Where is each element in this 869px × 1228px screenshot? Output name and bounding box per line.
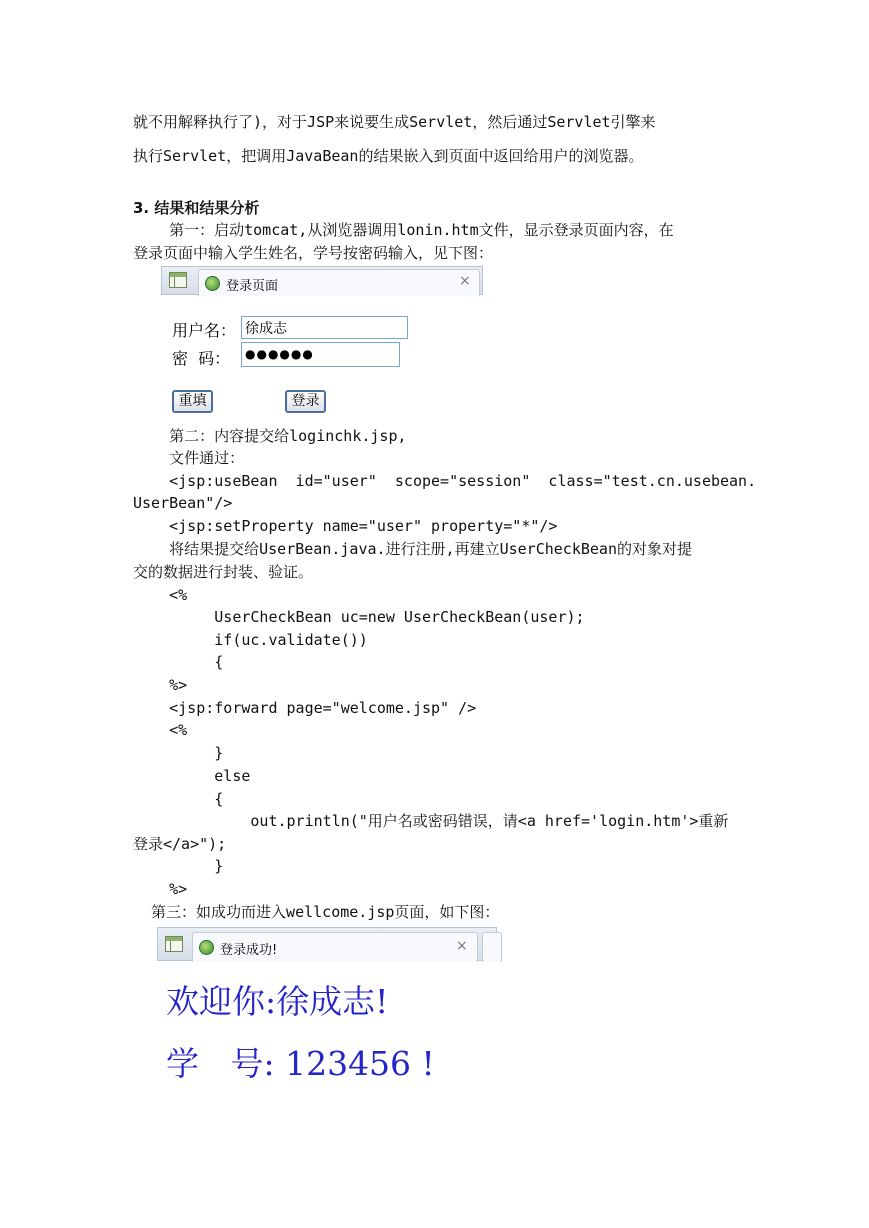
code-line: <jsp:forward page="welcome.jsp" /> xyxy=(133,699,477,717)
tab-login-success[interactable] xyxy=(192,932,478,962)
code-line: <jsp:setProperty name="user" property="*"/> xyxy=(133,517,558,535)
reset-button[interactable]: 重填 xyxy=(172,390,213,413)
code-line: { xyxy=(133,653,224,671)
password-input[interactable]: ●●●●●● xyxy=(241,342,400,367)
page-icon xyxy=(205,276,220,291)
code-line: UserBean"/> xyxy=(133,494,233,512)
step2-files-line: 文件通过： xyxy=(133,449,245,467)
new-tab-button[interactable] xyxy=(482,932,502,962)
code-line: { xyxy=(133,790,224,808)
code-line: } xyxy=(133,744,224,762)
tab-login-page[interactable] xyxy=(198,269,480,296)
code-line: <% xyxy=(133,721,188,739)
browser-tab-bar xyxy=(157,927,497,961)
close-icon[interactable]: × xyxy=(459,273,471,289)
explanation-line: 交的数据进行封装、验证。 xyxy=(133,563,314,581)
step2-line: 第二：内容提交给loginchk.jsp, xyxy=(133,427,407,445)
username-input[interactable]: 徐成志 xyxy=(241,316,408,339)
step1-line-1: 第一：启动tomcat,从浏览器调用lonin.htm文件，显示登录页面内容，在 xyxy=(133,221,674,239)
code-line: 登录</a>"); xyxy=(133,835,227,853)
browser-tab-bar xyxy=(161,266,483,295)
step1-line-2: 登录页面中输入学生姓名，学号按密码输入，见下图： xyxy=(133,244,494,262)
step3-line: 第三：如成功而进入wellcome.jsp页面，如下图： xyxy=(133,903,500,921)
code-line: <% xyxy=(133,586,188,604)
paragraph-line-1: 就不用解释执行了)，对于JSP来说要生成Servlet，然后通过Servlet引擎来 xyxy=(133,113,656,131)
code-line: %> xyxy=(133,880,188,898)
code-line: %> xyxy=(133,676,188,694)
username-label: 用户名： xyxy=(172,321,237,340)
code-line: UserCheckBean uc=new UserCheckBean(user); xyxy=(133,608,585,626)
password-label: 密 码： xyxy=(172,349,231,368)
section-heading: 3. 结果和结果分析 xyxy=(133,199,260,217)
code-line: out.println("用户名或密码错误，请<a href='login.htm'>重新 xyxy=(133,812,729,830)
close-icon[interactable]: × xyxy=(456,938,468,954)
student-id: 学 号: 123456 ! xyxy=(166,1044,435,1083)
login-button[interactable]: 登录 xyxy=(285,390,326,413)
welcome-greeting: 欢迎你:徐成志! xyxy=(166,982,389,1021)
code-line: } xyxy=(133,857,224,875)
page-icon xyxy=(199,940,214,955)
code-line: if(uc.validate()) xyxy=(133,631,368,649)
explanation-line: 将结果提交给UserBean.java.进行注册,再建立UserCheckBean的对象对提 xyxy=(133,540,692,558)
tab-title: 登录成功! xyxy=(220,943,278,958)
tab-list-icon[interactable] xyxy=(165,936,183,952)
tab-list-icon[interactable] xyxy=(169,272,187,288)
code-line: else xyxy=(133,767,251,785)
paragraph-line-2: 执行Servlet，把调用JavaBean的结果嵌入到页面中返回给用户的浏览器。 xyxy=(133,147,644,165)
tab-title: 登录页面 xyxy=(226,279,279,294)
code-line: <jsp:useBean id="user" scope="session" class="test.cn.usebean. xyxy=(133,472,757,490)
